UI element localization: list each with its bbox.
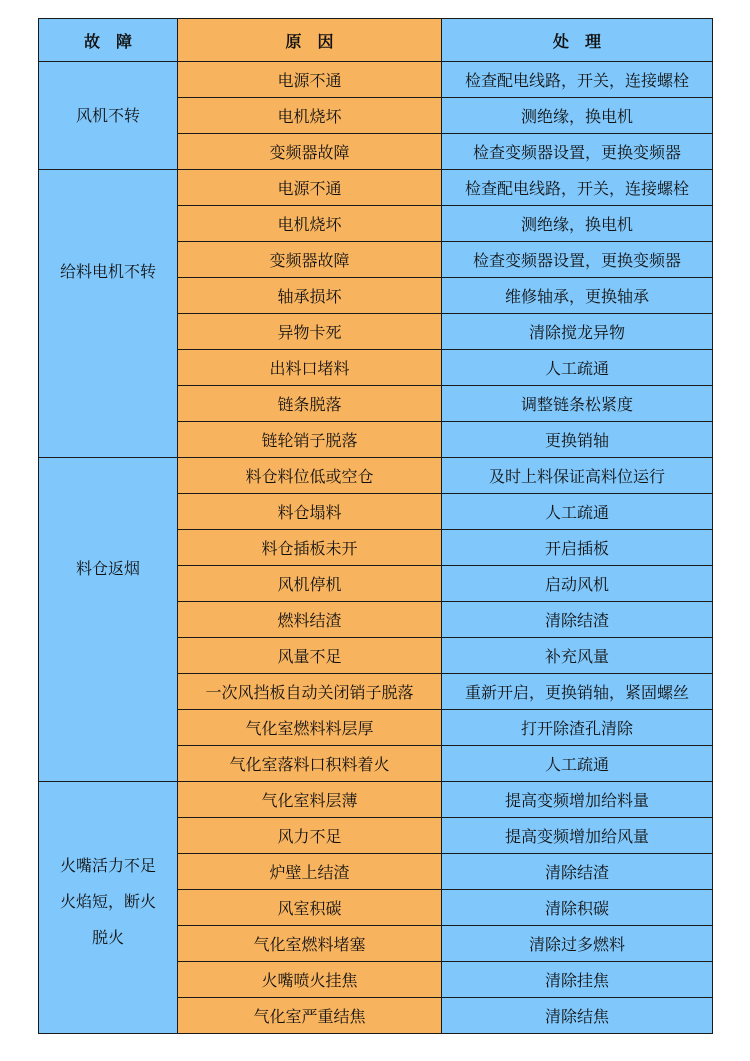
cause-cell: 电机烧坏: [178, 206, 442, 242]
cause-cell: 气化室燃料堵塞: [178, 926, 442, 962]
table-row: [39, 170, 713, 206]
cause-cell: 料仓料位低或空仓: [178, 458, 442, 494]
fault-label-line: 火嘴活力不足: [59, 856, 156, 875]
cause-cell: 风量不足: [178, 638, 442, 674]
fix-cell: 检查变频器设置，更换变频器: [442, 134, 713, 170]
cause-cell: 气化室严重结焦: [178, 998, 442, 1034]
table-row: [39, 782, 713, 818]
fix-cell: 清除过多燃料: [442, 926, 713, 962]
cause-cell: 风机停机: [178, 566, 442, 602]
cause-cell: 风室积碳: [178, 890, 442, 926]
fix-cell: 清除结渣: [442, 854, 713, 890]
fix-cell: 维修轴承，更换轴承: [442, 278, 713, 314]
fix-cell: 提高变频增加给料量: [442, 782, 713, 818]
header-fault: 故 障: [39, 19, 178, 62]
fix-cell: 更换销轴: [442, 422, 713, 458]
fix-cell: 及时上料保证高料位运行: [442, 458, 713, 494]
fix-cell: 人工疏通: [442, 350, 713, 386]
cause-cell: 料仓插板未开: [178, 530, 442, 566]
cause-cell: 气化室落料口积料着火: [178, 746, 442, 782]
fix-cell: 清除结渣: [442, 602, 713, 638]
table-row: [39, 458, 713, 494]
fault-label: 料仓返烟: [75, 559, 140, 578]
fault-label: 给料电机不转: [59, 262, 156, 281]
fix-cell: 重新开启，更换销轴，紧固螺丝: [442, 674, 713, 710]
fault-label-line: 脱火: [91, 928, 124, 947]
fix-cell: 清除结焦: [442, 998, 713, 1034]
fault-label: 风机不转: [75, 105, 140, 125]
fix-cell: 打开除渣孔清除: [442, 710, 713, 746]
fix-cell: 清除积碳: [442, 890, 713, 926]
fault-cell: [39, 170, 178, 458]
fix-cell: 检查变频器设置，更换变频器: [442, 242, 713, 278]
cause-cell: 电源不通: [178, 62, 442, 98]
fix-cell: 开启插板: [442, 530, 713, 566]
cause-cell: 一次风挡板自动关闭销子脱落: [178, 674, 442, 710]
cause-cell: 链条脱落: [178, 386, 442, 422]
cause-cell: 气化室燃料料层厚: [178, 710, 442, 746]
fix-cell: 测绝缘，换电机: [442, 206, 713, 242]
header-row: [39, 19, 713, 62]
cause-cell: 电机烧坏: [178, 98, 442, 134]
cause-cell: 炉壁上结渣: [178, 854, 442, 890]
cause-cell: 火嘴喷火挂焦: [178, 962, 442, 998]
cause-cell: 风力不足: [178, 818, 442, 854]
fault-cell: [39, 458, 178, 782]
fault-cell: [39, 782, 178, 1034]
fix-cell: 提高变频增加给风量: [442, 818, 713, 854]
fix-cell: 启动风机: [442, 566, 713, 602]
header-fix: 处 理: [442, 19, 713, 62]
cause-cell: 轴承损坏: [178, 278, 442, 314]
fix-cell: 检查配电线路，开关，连接螺栓: [442, 170, 713, 206]
cause-cell: 电源不通: [178, 170, 442, 206]
cause-cell: 气化室料层薄: [178, 782, 442, 818]
fix-cell: 清除挂焦: [442, 962, 713, 998]
fix-cell: 测绝缘，换电机: [442, 98, 713, 134]
fix-cell: 人工疏通: [442, 746, 713, 782]
fault-table: [38, 18, 713, 1034]
table-row: [39, 62, 713, 98]
fix-cell: 补充风量: [442, 638, 713, 674]
fix-cell: 人工疏通: [442, 494, 713, 530]
fix-cell: 清除搅龙异物: [442, 314, 713, 350]
cause-cell: 出料口堵料: [178, 350, 442, 386]
cause-cell: 燃料结渣: [178, 602, 442, 638]
cause-cell: 异物卡死: [178, 314, 442, 350]
cause-cell: 链轮销子脱落: [178, 422, 442, 458]
header-cause: 原 因: [178, 19, 442, 62]
fix-cell: 检查配电线路，开关，连接螺栓: [442, 62, 713, 98]
cause-cell: 料仓塌料: [178, 494, 442, 530]
cause-cell: 变频器故障: [178, 134, 442, 170]
cause-cell: 变频器故障: [178, 242, 442, 278]
fix-cell: 调整链条松紧度: [442, 386, 713, 422]
fault-label-line: 火焰短，断火: [59, 892, 156, 911]
fault-cell: [39, 62, 178, 170]
